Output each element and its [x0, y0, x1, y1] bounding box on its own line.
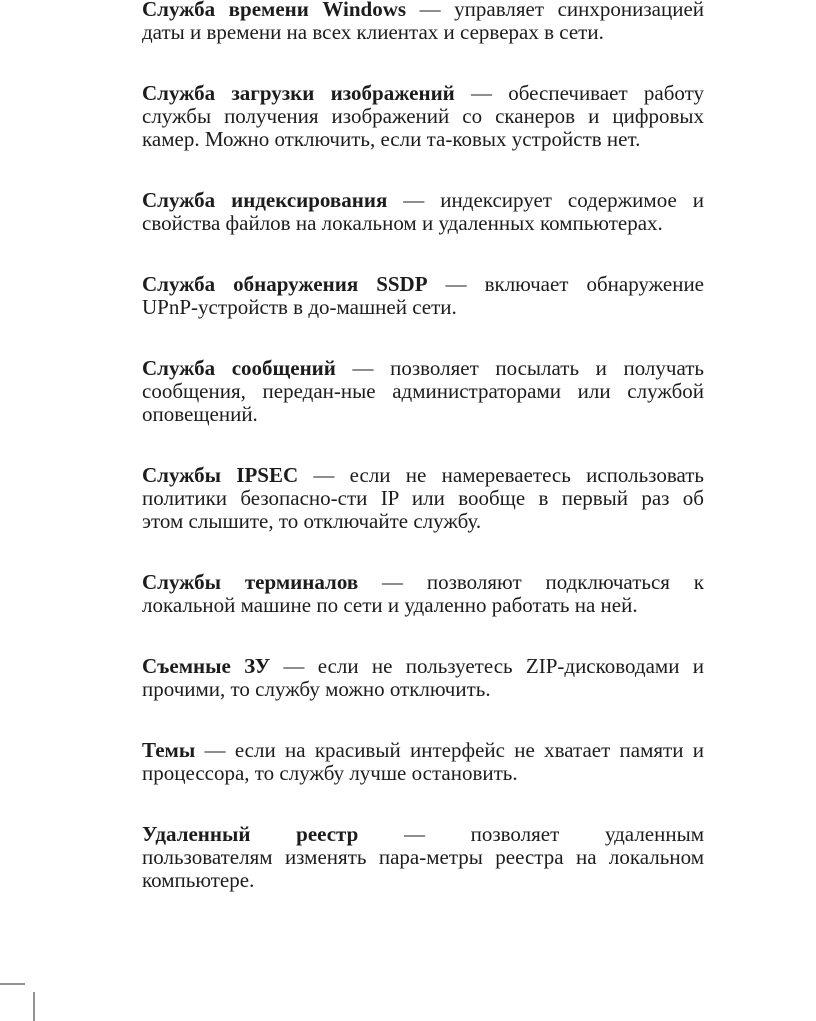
paragraph-line: [142, 82, 704, 105]
service-term: Служба времени Windows: [142, 0, 407, 21]
service-description-start: — позволяют подключаться к: [382, 570, 704, 594]
paragraph-line: [142, 273, 704, 296]
service-paragraph: [142, 0, 704, 44]
service-term: Удаленный реестр: [142, 822, 359, 846]
service-term: Службы терминалов: [142, 570, 359, 594]
service-term: Служба индексирования: [142, 188, 388, 212]
service-term: Служба обнаружения SSDP: [142, 272, 428, 296]
service-description-start: — обеспечивает работу: [471, 81, 705, 105]
service-description-start: — позволяет посылать и получать: [352, 356, 704, 380]
service-term: Служба сообщений: [142, 356, 336, 380]
service-description-start: — если на красивый интерфейс не хватает памяти и: [204, 738, 705, 762]
service-term: Службы IPSEC: [142, 463, 299, 487]
service-paragraph: [142, 357, 704, 426]
service-term: Служба загрузки изображений: [142, 81, 455, 105]
paragraph-line: локальной машине по сети и удаленно работать на ней.: [142, 593, 638, 617]
paragraph-line: [142, 189, 704, 212]
service-paragraph: [142, 739, 704, 785]
paragraph-line: свойства файлов на локальном и удаленных компьютерах.: [142, 211, 663, 235]
paragraph-line: [142, 357, 704, 380]
service-description-start: — если не намереваетесь использовать: [313, 463, 704, 487]
table-border-fragment-horizontal: [0, 983, 25, 985]
paragraph-line: [142, 464, 704, 487]
service-paragraph: [142, 189, 704, 235]
paragraph-line: этом слышите, то отключайте службу.: [142, 509, 482, 533]
paragraph-line: компьютере.: [142, 868, 255, 892]
service-description-start: — если не пользуетесь ZIP-дисководами и: [283, 654, 704, 678]
service-term: Темы: [142, 738, 196, 762]
paragraph-line: службы получения изображений со сканеров и цифровых: [142, 104, 704, 128]
paragraph-line: прочими, то службу можно отключить.: [142, 677, 491, 701]
service-paragraph: [142, 82, 704, 151]
service-description-start: — включает обнаружение: [445, 272, 705, 296]
text-column: [142, 0, 704, 930]
paragraph-line: UPnP-устройств в до-машней сети.: [142, 295, 457, 319]
service-paragraph: [142, 655, 704, 701]
paragraph-line: [142, 0, 704, 21]
paragraph-line: политики безопасно-сти IP или вообще в первый раз об: [142, 486, 704, 510]
service-paragraph: [142, 273, 704, 319]
service-term: Съемные ЗУ: [142, 654, 271, 678]
paragraph-line: оповещений.: [142, 402, 258, 426]
service-paragraph: [142, 823, 704, 892]
paragraph-line: пользователям изменять пара-метры реестра на локальном: [142, 845, 704, 869]
paragraph-line: процессора, то службу лучше остановить.: [142, 761, 518, 785]
paragraph-line: даты и времени на всех клиентах и серверах в сети.: [142, 20, 604, 44]
service-paragraph: [142, 464, 704, 533]
service-description-start: — позволяет удаленным: [403, 822, 704, 846]
paragraph-line: [142, 739, 704, 762]
paragraph-line: [142, 571, 704, 594]
paragraph-line: [142, 823, 704, 846]
paragraph-line: [142, 655, 704, 678]
paragraph-line: камер. Можно отключить, если та-ковых устройств нет.: [142, 127, 641, 151]
table-border-fragment-vertical: [33, 992, 35, 1021]
service-paragraph: [142, 571, 704, 617]
paragraph-line: сообщения, передан-ные администраторами или службой: [142, 379, 704, 403]
service-description-start: — индексирует содержимое и: [403, 188, 704, 212]
service-description-start: — управляет синхронизацией: [419, 0, 705, 21]
